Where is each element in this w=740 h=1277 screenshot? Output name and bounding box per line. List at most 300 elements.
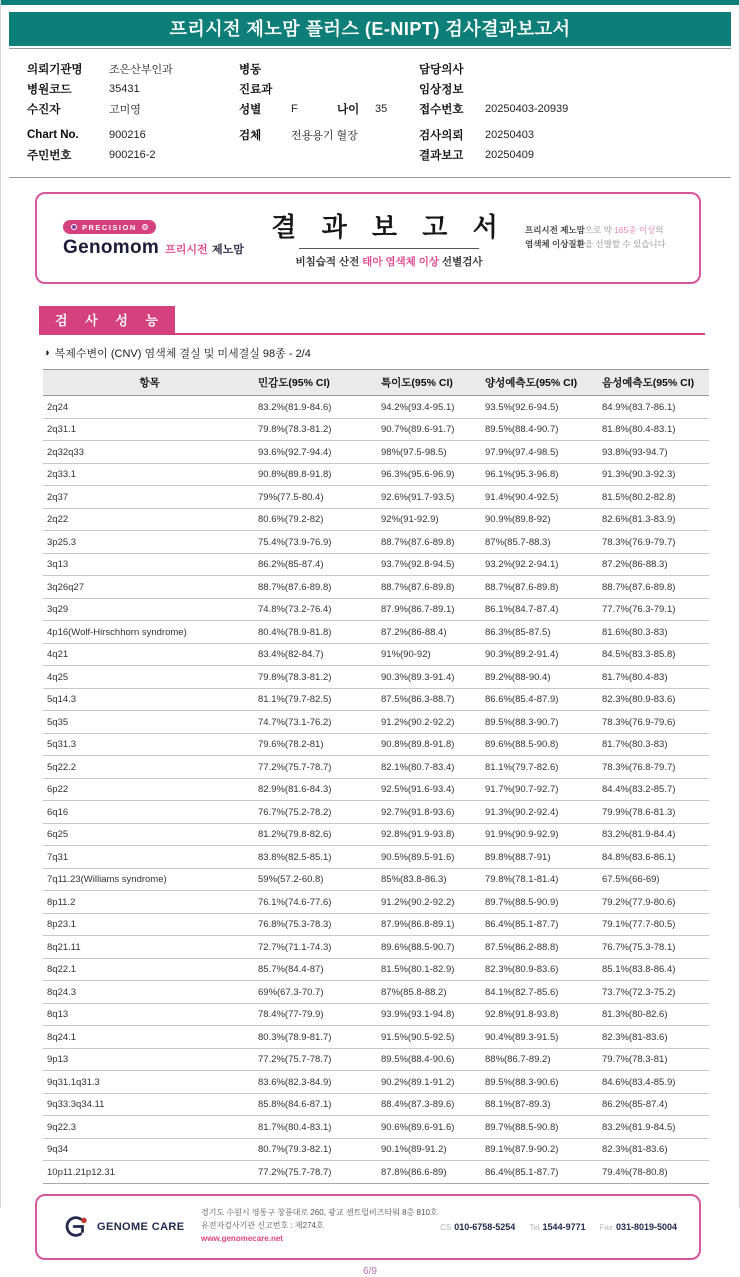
value-cell: 85%(83.8-86.3)	[379, 868, 483, 891]
item-cell: 2q24	[43, 396, 256, 419]
value-cell: 89.6%(88.5-90.8)	[483, 733, 600, 756]
value-cell: 78.3%(76.9-79.6)	[600, 711, 709, 734]
value-cell: 81.5%(80.2-82.8)	[600, 486, 709, 509]
value-cell: 87.5%(86.2-88.8)	[483, 936, 600, 959]
value-cell: 67.5%(66-69)	[600, 868, 709, 891]
col-header-npv: 음성예측도(95% CI)	[600, 370, 709, 396]
item-cell: 3p25.3	[43, 531, 256, 554]
value-cell: 90.4%(89.3-91.5)	[483, 1026, 600, 1049]
value-cell: 82.6%(81.3-83.9)	[600, 508, 709, 531]
item-cell: 2q33.1	[43, 463, 256, 486]
performance-table-head	[43, 370, 709, 396]
field-label: 결과보고	[419, 150, 464, 162]
value-cell: 86.4%(85.1-87.7)	[483, 1161, 600, 1184]
top-accent-strip	[1, 0, 739, 5]
desc-bold: 프리시전 제노맘	[525, 225, 585, 236]
performance-table-body	[43, 396, 709, 1184]
item-cell: 8q24.1	[43, 1026, 256, 1049]
item-cell: 4q21	[43, 643, 256, 666]
value-cell: 81.1%(79.7-82.6)	[483, 756, 600, 779]
item-cell: 8q22.1	[43, 958, 256, 981]
value-cell: 74.7%(73.1-76.2)	[256, 711, 379, 734]
item-cell: 8q21.11	[43, 936, 256, 959]
field-label: 병원코드	[27, 84, 72, 96]
field-value: 35	[375, 103, 388, 115]
table-row	[43, 936, 709, 959]
value-cell: 88.7%(87.6-89.8)	[600, 576, 709, 599]
col-header-item: 항목	[43, 370, 256, 396]
value-cell: 79.8%(78.3-81.2)	[256, 666, 379, 689]
field-ward	[239, 59, 419, 79]
section-title: 검 사 성 능	[39, 306, 175, 333]
fax-number: 031-8019-5004	[615, 1221, 677, 1232]
value-cell: 81.6%(80.3-83)	[600, 621, 709, 644]
table-row	[43, 778, 709, 801]
field-specimen	[239, 125, 419, 145]
precision-badge	[63, 220, 156, 234]
genomecare-brand-text: GENOME CARE	[97, 1220, 185, 1233]
report-heading-block	[253, 207, 525, 269]
field-label: 병동	[239, 64, 262, 76]
value-cell: 86.6%(85.4-87.9)	[483, 688, 600, 711]
field-label: 의뢰기관명	[27, 64, 83, 76]
value-cell: 87.9%(86.8-89.1)	[379, 913, 483, 936]
fax-contact	[600, 1222, 677, 1232]
field-clinical-info	[419, 79, 721, 99]
patient-info-col2	[239, 59, 419, 165]
value-cell: 77.2%(75.7-78.7)	[256, 1048, 379, 1071]
value-cell: 93.5%(92.6-94.5)	[483, 396, 600, 419]
table-row	[43, 913, 709, 936]
item-cell: 4p16(Wolf-Hirschhorn syndrome)	[43, 621, 256, 644]
item-cell: 8q13	[43, 1003, 256, 1026]
field-department	[239, 79, 419, 99]
value-cell: 91.3%(90.2-92.4)	[483, 801, 600, 824]
banner-description	[525, 224, 677, 251]
item-cell: 3q26q27	[43, 576, 256, 599]
value-cell: 92.8%(91.8-93.8)	[483, 1003, 600, 1026]
value-cell: 93.8%(93-94.7)	[600, 441, 709, 464]
table-row	[43, 981, 709, 1004]
footer-panel	[35, 1194, 701, 1260]
field-doctor	[419, 59, 721, 79]
field-value: 35431	[109, 83, 140, 95]
value-cell: 83.8%(82.5-85.1)	[256, 846, 379, 869]
item-cell: 2q37	[43, 486, 256, 509]
value-cell: 89.7%(88.5-90.9)	[483, 891, 600, 914]
value-cell: 79.2%(77.9-80.6)	[600, 891, 709, 914]
item-cell: 8p23.1	[43, 913, 256, 936]
item-cell: 9p13	[43, 1048, 256, 1071]
table-row	[43, 643, 709, 666]
table-row	[43, 711, 709, 734]
value-cell: 86.1%(84.7-87.4)	[483, 598, 600, 621]
table-row	[43, 1003, 709, 1026]
field-label: 성별	[239, 104, 262, 116]
patient-info-col3	[419, 59, 721, 165]
table-row	[43, 756, 709, 779]
field-label: 주민번호	[27, 150, 72, 162]
value-cell: 81.7%(80.4-83)	[600, 666, 709, 689]
value-cell: 85.1%(83.8-86.4)	[600, 958, 709, 981]
value-cell: 96.1%(95.3-96.8)	[483, 463, 600, 486]
value-cell: 92.6%(91.7-93.5)	[379, 486, 483, 509]
item-cell: 7q11.23(Williams syndrome)	[43, 868, 256, 891]
table-row	[43, 508, 709, 531]
field-label: 임상정보	[419, 84, 464, 96]
subtitle-suffix: 선별검사	[439, 256, 483, 268]
field-chart-no	[27, 125, 239, 145]
value-cell: 76.8%(75.3-78.3)	[256, 913, 379, 936]
table-row	[43, 441, 709, 464]
value-cell: 88.1%(87-89.3)	[483, 1093, 600, 1116]
table-row	[43, 486, 709, 509]
table-row	[43, 1161, 709, 1184]
result-report-banner	[35, 192, 701, 284]
value-cell: 90.2%(89.1-91.2)	[379, 1071, 483, 1094]
field-hospital-name	[27, 59, 239, 79]
tel-label: Tel	[529, 1222, 540, 1232]
heading-divider	[299, 248, 479, 249]
desc-text: 의	[655, 225, 664, 236]
value-cell: 91.3%(90.3-92.3)	[600, 463, 709, 486]
banner-desc-line1	[525, 224, 677, 238]
value-cell: 88%(86.7-89.2)	[483, 1048, 600, 1071]
value-cell: 88.4%(87.3-89.6)	[379, 1093, 483, 1116]
header-row	[43, 370, 709, 396]
value-cell: 94.2%(93.4-95.1)	[379, 396, 483, 419]
badge-dot-icon	[71, 224, 77, 230]
value-cell: 85.7%(84.4-87)	[256, 958, 379, 981]
value-cell: 84.4%(83.2-85.7)	[600, 778, 709, 801]
brand-sub-pink: 프리시전	[165, 244, 208, 256]
value-cell: 82.3%(80.9-83.6)	[483, 958, 600, 981]
table-row	[43, 666, 709, 689]
field-value: 20250403	[485, 129, 534, 141]
table-row	[43, 576, 709, 599]
value-cell: 69%(67.3-70.7)	[256, 981, 379, 1004]
table-row	[43, 1026, 709, 1049]
value-cell: 93.9%(93.1-94.8)	[379, 1003, 483, 1026]
field-value: F	[291, 103, 298, 115]
value-cell: 81.5%(80.1-82.9)	[379, 958, 483, 981]
report-heading: 결 과 보 고 서	[271, 212, 507, 242]
value-cell: 79.8%(78.1-81.4)	[483, 868, 600, 891]
item-cell: 3q29	[43, 598, 256, 621]
value-cell: 90.3%(89.2-91.4)	[483, 643, 600, 666]
value-cell: 75.4%(73.9-76.9)	[256, 531, 379, 554]
value-cell: 90.6%(89.6-91.6)	[379, 1116, 483, 1139]
item-cell: 6p22	[43, 778, 256, 801]
fax-label: Fax	[599, 1222, 613, 1232]
item-cell: 9q22.3	[43, 1116, 256, 1139]
value-cell: 92.8%(91.9-93.8)	[379, 823, 483, 846]
value-cell: 93.2%(92.2-94.1)	[483, 553, 600, 576]
item-cell: 4q25	[43, 666, 256, 689]
value-cell: 76.1%(74.6-77.6)	[256, 891, 379, 914]
value-cell: 81.7%(80.4-83.1)	[256, 1116, 379, 1139]
value-cell: 98%(97.5-98.5)	[379, 441, 483, 464]
value-cell: 80.4%(78.9-81.8)	[256, 621, 379, 644]
table-row	[43, 418, 709, 441]
value-cell: 79.1%(77.7-80.5)	[600, 913, 709, 936]
value-cell: 79.4%(78-80.8)	[600, 1161, 709, 1184]
field-patient-name	[27, 99, 239, 119]
value-cell: 79.7%(78.3-81)	[600, 1048, 709, 1071]
field-receipt-no	[419, 99, 721, 119]
value-cell: 88.7%(87.6-89.8)	[379, 576, 483, 599]
address-line1: 경기도 수원시 영통구 창룡대로 260, 광교 센트럴비즈타워 8층 810호	[201, 1208, 438, 1218]
value-cell: 80.3%(78.9-81.7)	[256, 1026, 379, 1049]
field-label: Chart No.	[27, 129, 79, 141]
field-value: 900216-2	[109, 149, 156, 161]
value-cell: 89.5%(88.3-90.7)	[483, 711, 600, 734]
desc-text: 을 선별할 수 있습니다	[584, 239, 666, 249]
value-cell: 90.1%(89-91.2)	[379, 1138, 483, 1161]
subtitle-highlight: 태아 염색체 이상	[362, 256, 440, 268]
value-cell: 91%(90-92)	[379, 643, 483, 666]
item-cell: 3q13	[43, 553, 256, 576]
table-row	[43, 463, 709, 486]
field-value: 고미영	[109, 104, 141, 116]
desc-text: 으로 약	[584, 225, 615, 236]
table-caption	[43, 345, 705, 361]
value-cell: 80.7%(79.3-82.1)	[256, 1138, 379, 1161]
value-cell: 90.3%(89.3-91.4)	[379, 666, 483, 689]
field-request-date	[419, 125, 721, 145]
tel-contact	[529, 1222, 585, 1232]
genomom-logo: Genomom	[63, 237, 160, 258]
item-cell: 5q35	[43, 711, 256, 734]
item-cell: 2q31.1	[43, 418, 256, 441]
half-circle-icon: ◑	[43, 347, 50, 359]
value-cell: 82.3%(81-83.6)	[600, 1026, 709, 1049]
value-cell: 93.7%(92.8-94.5)	[379, 553, 483, 576]
item-cell: 2q32q33	[43, 441, 256, 464]
value-cell: 89.5%(88.3-90.6)	[483, 1071, 600, 1094]
table-row	[43, 801, 709, 824]
item-cell: 5q14.3	[43, 688, 256, 711]
genomom-logo-sub	[165, 240, 244, 258]
value-cell: 82.9%(81.6-84.3)	[256, 778, 379, 801]
value-cell: 86.2%(85-87.4)	[600, 1093, 709, 1116]
value-cell: 84.9%(83.7-86.1)	[600, 396, 709, 419]
value-cell: 89.1%(87.9-90.2)	[483, 1138, 600, 1161]
value-cell: 76.7%(75.2-78.2)	[256, 801, 379, 824]
col-header-ppv: 양성예측도(95% CI)	[483, 370, 600, 396]
value-cell: 86.4%(85.1-87.7)	[483, 913, 600, 936]
value-cell: 84.8%(83.6-86.1)	[600, 846, 709, 869]
value-cell: 92.5%(91.6-93.4)	[379, 778, 483, 801]
report-title: 프리시전 제노맘 플러스 (E-NIPT) 검사결과보고서	[169, 19, 571, 39]
item-cell: 9q33.3q34.11	[43, 1093, 256, 1116]
value-cell: 97.9%(97.4-98.5)	[483, 441, 600, 464]
value-cell: 81.8%(80.4-83.1)	[600, 418, 709, 441]
item-cell: 2q22	[43, 508, 256, 531]
value-cell: 86.2%(85-87.4)	[256, 553, 379, 576]
field-value: 전용용기 혈장	[291, 130, 358, 142]
value-cell: 92.7%(91.8-93.6)	[379, 801, 483, 824]
item-cell: 5q22.2	[43, 756, 256, 779]
item-cell: 10p11.21p12.31	[43, 1161, 256, 1184]
table-row	[43, 846, 709, 869]
value-cell: 88.7%(87.6-89.8)	[379, 531, 483, 554]
patient-info-col1	[27, 59, 239, 165]
value-cell: 89.7%(88.5-90.8)	[483, 1116, 600, 1139]
value-cell: 74.8%(73.2-76.4)	[256, 598, 379, 621]
banner-desc-line2	[525, 238, 677, 252]
value-cell: 84.5%(83.3-85.8)	[600, 643, 709, 666]
table-row	[43, 1116, 709, 1139]
value-cell: 59%(57.2-60.8)	[256, 868, 379, 891]
item-cell: 6q16	[43, 801, 256, 824]
badge-dot-icon	[142, 224, 148, 230]
desc-pink: 165종 이상	[614, 225, 656, 236]
value-cell: 89.8%(88.7-91)	[483, 846, 600, 869]
field-label: 검사의뢰	[419, 130, 464, 142]
value-cell: 88.7%(87.6-89.8)	[256, 576, 379, 599]
table-row	[43, 891, 709, 914]
value-cell: 79.8%(78.3-81.2)	[256, 418, 379, 441]
table-row	[43, 531, 709, 554]
value-cell: 84.6%(83.4-85.9)	[600, 1071, 709, 1094]
value-cell: 88.7%(87.6-89.8)	[483, 576, 600, 599]
table-row	[43, 621, 709, 644]
field-report-date	[419, 145, 721, 165]
genomom-brand-block	[63, 217, 253, 259]
report-title-bar	[9, 12, 731, 46]
value-cell: 90.8%(89.8-91.8)	[256, 463, 379, 486]
table-row	[43, 1093, 709, 1116]
field-label: 검체	[239, 130, 262, 142]
value-cell: 93.6%(92.7-94.4)	[256, 441, 379, 464]
value-cell: 87.8%(86.6-89)	[379, 1161, 483, 1184]
value-cell: 92%(91-92.9)	[379, 508, 483, 531]
value-cell: 91.2%(90.2-92.2)	[379, 711, 483, 734]
footer-contacts	[440, 1222, 677, 1232]
value-cell: 82.3%(80.9-83.6)	[600, 688, 709, 711]
value-cell: 87.2%(86-88.4)	[379, 621, 483, 644]
value-cell: 87.2%(86-88.3)	[600, 553, 709, 576]
website-link[interactable]: www.genomecare.net	[201, 1233, 283, 1243]
value-cell: 73.7%(72.3-75.2)	[600, 981, 709, 1004]
genomecare-logo	[61, 1213, 201, 1240]
value-cell: 77.2%(75.7-78.7)	[256, 756, 379, 779]
table-row	[43, 598, 709, 621]
value-cell: 87.9%(86.7-89.1)	[379, 598, 483, 621]
table-row	[43, 553, 709, 576]
field-label: 진료과	[239, 84, 273, 96]
field-value: 900216	[109, 129, 146, 141]
field-resident-no	[27, 145, 239, 165]
cs-label: CS	[440, 1222, 452, 1232]
col-header-sensitivity: 민감도(95% CI)	[256, 370, 379, 396]
desc-bold: 염색체 이상질환	[525, 239, 585, 249]
value-cell: 90.8%(89.8-91.8)	[379, 733, 483, 756]
genomecare-logo-icon	[61, 1213, 91, 1240]
value-cell: 91.2%(90.2-92.2)	[379, 891, 483, 914]
badge-label: PRECISION	[82, 222, 137, 232]
item-cell: 8p11.2	[43, 891, 256, 914]
value-cell: 80.6%(79.2-82)	[256, 508, 379, 531]
item-cell: 9q34	[43, 1138, 256, 1161]
value-cell: 86.3%(85-87.5)	[483, 621, 600, 644]
performance-section-header	[39, 306, 705, 335]
performance-table	[43, 369, 709, 1184]
value-cell: 84.1%(82.7-85.6)	[483, 981, 600, 1004]
value-cell: 76.7%(75.3-78.1)	[600, 936, 709, 959]
footer-address	[201, 1207, 438, 1245]
col-header-specificity: 특이도(95% CI)	[379, 370, 483, 396]
value-cell: 89.2%(88-90.4)	[483, 666, 600, 689]
value-cell: 91.9%(90.9-92.9)	[483, 823, 600, 846]
value-cell: 83.2%(81.9-84.5)	[600, 1116, 709, 1139]
table-row	[43, 396, 709, 419]
item-cell: 6q25	[43, 823, 256, 846]
value-cell: 81.2%(79.8-82.6)	[256, 823, 379, 846]
field-label: 수진자	[27, 104, 61, 116]
cs-number: 010-6758-5254	[454, 1221, 516, 1232]
field-hospital-code	[27, 79, 239, 99]
patient-info-panel	[9, 48, 731, 178]
address-line2: 유전자검사기관 신고번호 : 제274호	[201, 1221, 324, 1231]
value-cell: 77.7%(76.3-79.1)	[600, 598, 709, 621]
field-value: 20250409	[485, 149, 534, 161]
table-row	[43, 958, 709, 981]
value-cell: 83.6%(82.3-84.9)	[256, 1071, 379, 1094]
tel-number: 1544-9771	[542, 1221, 586, 1232]
value-cell: 85.8%(84.6-87.1)	[256, 1093, 379, 1116]
value-cell: 81.3%(80-82.6)	[600, 1003, 709, 1026]
value-cell: 91.7%(90.7-92.7)	[483, 778, 600, 801]
page-number: 6/9	[363, 1265, 377, 1277]
value-cell: 79.6%(78.2-81)	[256, 733, 379, 756]
value-cell: 82.1%(80.7-83.4)	[379, 756, 483, 779]
value-cell: 83.2%(81.9-84.4)	[600, 823, 709, 846]
value-cell: 89.6%(88.5-90.7)	[379, 936, 483, 959]
item-cell: 8q24.3	[43, 981, 256, 1004]
value-cell: 81.1%(79.7-82.5)	[256, 688, 379, 711]
item-cell: 5q31.3	[43, 733, 256, 756]
value-cell: 89.5%(88.4-90.7)	[483, 418, 600, 441]
table-row	[43, 868, 709, 891]
value-cell: 87.5%(86.3-88.7)	[379, 688, 483, 711]
brand-sub-dark: 제노맘	[212, 244, 244, 256]
field-sex-age	[239, 99, 419, 119]
value-cell: 90.5%(89.5-91.6)	[379, 846, 483, 869]
value-cell: 83.4%(82-84.7)	[256, 643, 379, 666]
field-value: 조은산부인과	[109, 64, 173, 76]
table-row	[43, 1048, 709, 1071]
value-cell: 90.7%(89.6-91.7)	[379, 418, 483, 441]
value-cell: 89.5%(88.4-90.6)	[379, 1048, 483, 1071]
value-cell: 81.7%(80.3-83)	[600, 733, 709, 756]
table-row	[43, 1138, 709, 1161]
value-cell: 79.9%(78.6-81.3)	[600, 801, 709, 824]
value-cell: 78.3%(76.8-79.7)	[600, 756, 709, 779]
item-cell: 9q31.1q31.3	[43, 1071, 256, 1094]
value-cell: 87%(85.7-88.3)	[483, 531, 600, 554]
value-cell: 78.3%(76.9-79.7)	[600, 531, 709, 554]
value-cell: 72.7%(71.1-74.3)	[256, 936, 379, 959]
report-subheading	[253, 254, 525, 269]
table-row	[43, 688, 709, 711]
field-label: 나이	[337, 104, 360, 116]
table-caption-text: 복제수변이 (CNV) 염색체 결실 및 미세결실 98종 - 2/4	[54, 348, 311, 360]
value-cell: 78.4%(77-79.9)	[256, 1003, 379, 1026]
cs-contact	[440, 1222, 515, 1232]
value-cell: 82.3%(81-83.6)	[600, 1138, 709, 1161]
